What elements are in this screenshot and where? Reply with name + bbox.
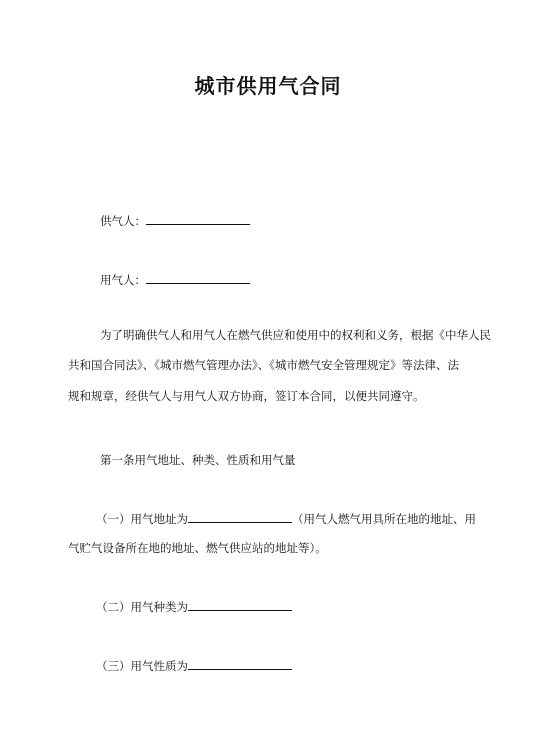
item1-blank xyxy=(188,510,292,523)
user-blank xyxy=(146,271,250,284)
preamble-line-2: 共和国合同法》、《城市燃气管理办法》、《城市燃气安全管理规定》等法律、法 xyxy=(68,358,459,372)
item3-label: （三）用气性质为 xyxy=(96,659,188,673)
item1-line xyxy=(96,510,476,527)
article1-heading: 第一条用气地址、种类、性质和用气量 xyxy=(100,453,296,467)
item2-label: （二）用气种类为 xyxy=(96,600,188,614)
supplier-label: 供气人： xyxy=(100,214,146,228)
user-line xyxy=(100,271,250,288)
supplier-blank xyxy=(146,212,250,225)
item2-line xyxy=(96,598,292,615)
item1-label: （一）用气地址为 xyxy=(96,512,188,526)
item3-line xyxy=(96,657,292,674)
item2-blank xyxy=(188,598,292,611)
document-title: 城市供用气合同 xyxy=(194,74,342,98)
user-label: 用气人： xyxy=(100,273,146,287)
item1-note: （用气人燃气用具所在地的地址、用 xyxy=(292,512,476,526)
preamble-line-3: 规和规章，经供气人与用气人双方协商，签订本合同，以便共同遵守。 xyxy=(68,389,425,403)
item1-continuation: 气贮气设备所在地的地址、燃气供应站的地址等）。 xyxy=(68,541,327,555)
preamble-line-1: 为了明确供气人和用气人在燃气供应和使用中的权利和义务，根据《中华人民 xyxy=(100,328,491,342)
supplier-line xyxy=(100,212,250,229)
item3-blank xyxy=(188,657,292,670)
